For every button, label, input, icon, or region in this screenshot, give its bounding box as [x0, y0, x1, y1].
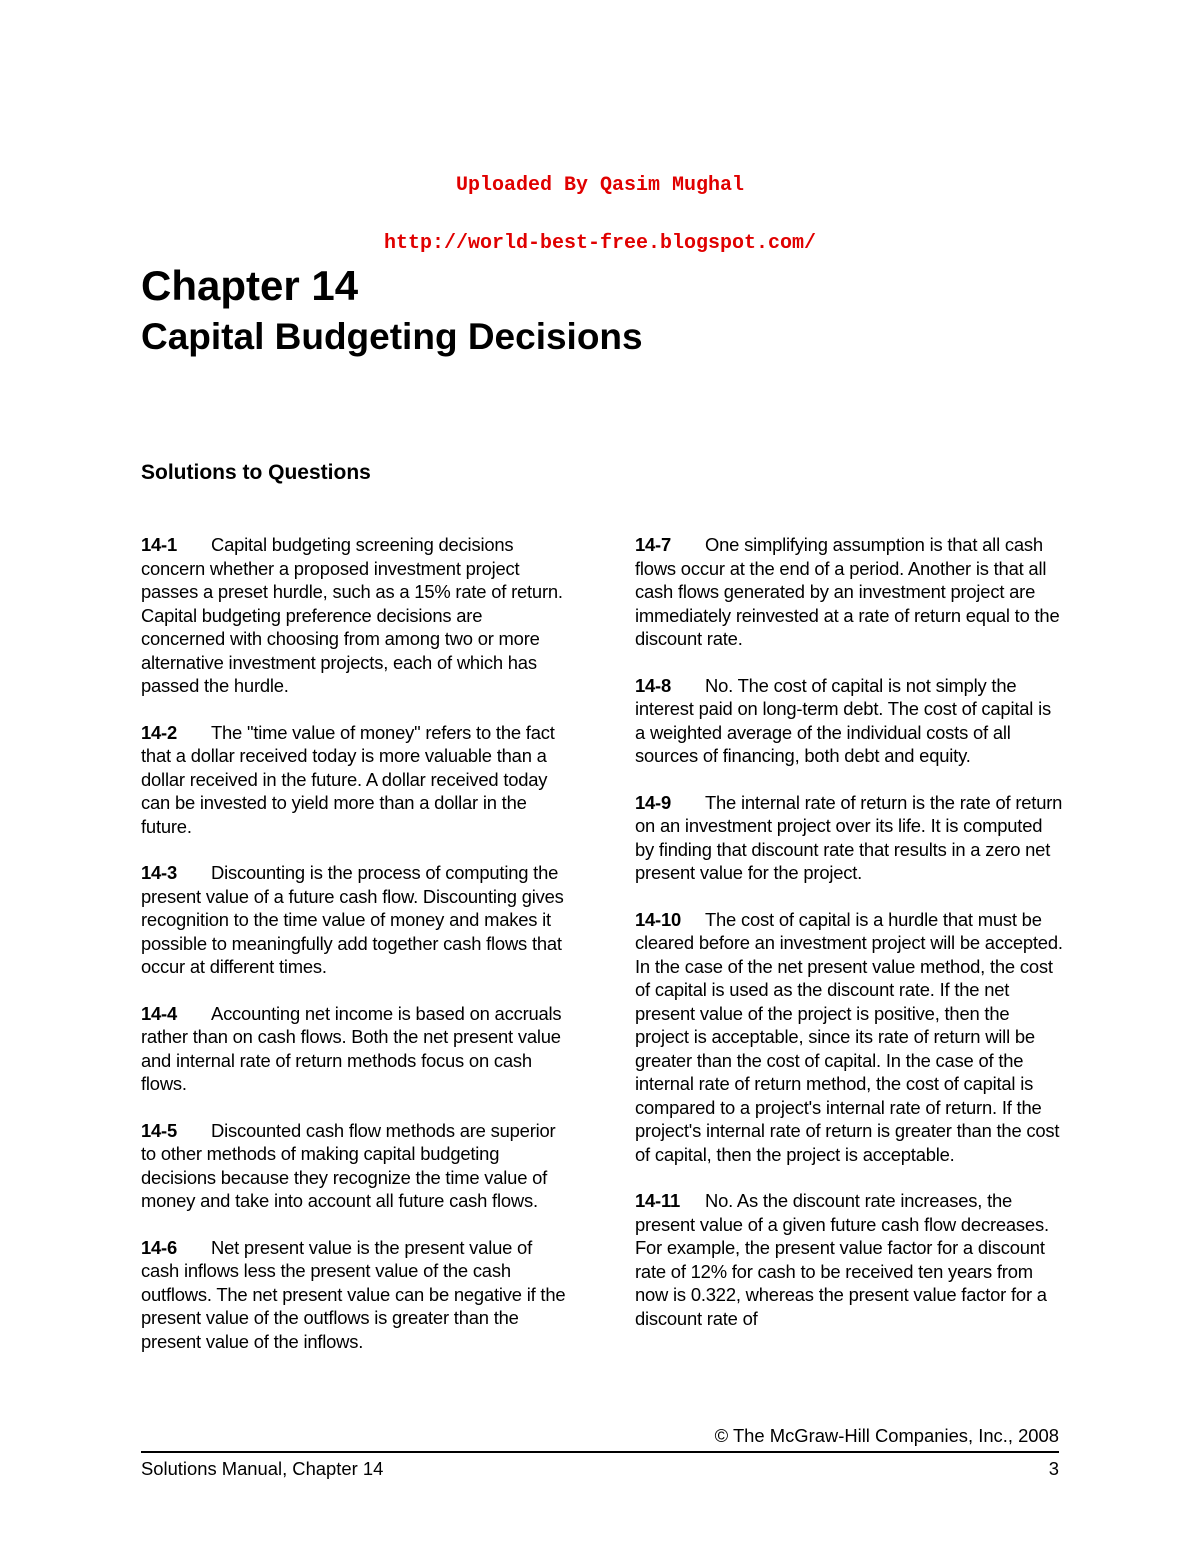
- question-number: 14-3: [141, 862, 178, 883]
- watermark-url: http://world-best-free.blogspot.com/: [383, 232, 817, 255]
- answer-14-4: [141, 1002, 571, 1096]
- answer-14-10: [635, 908, 1065, 1167]
- section-heading: Solutions to Questions: [141, 461, 371, 484]
- answer-14-11: [635, 1189, 1065, 1330]
- answer-text: The internal rate of return is the rate of return on an investment project over its life. It is computed by finding that discount rate that results in a zero net present value for the project.: [635, 791, 1063, 883]
- footer-manual-title: Solutions Manual, Chapter 14: [141, 1458, 384, 1479]
- footer-divider: [141, 1451, 1059, 1453]
- answer-14-1: [141, 533, 571, 698]
- answer-text: Discounting is the process of computing the present value of a future cash flow. Discounting gives recognition to the time value of money and makes it possible to meaningfully add together cash flows that occur at different times.: [141, 862, 564, 977]
- answer-text: The "time value of money" refers to the fact that a dollar received today is more valuable than a dollar received in the future. A dollar received today can be invested to yield more than a dollar in the future.: [141, 721, 555, 837]
- answer-14-3: [141, 861, 571, 979]
- chapter-title: Chapter 14: [141, 262, 359, 309]
- answer-text: The cost of capital is a hurdle that must be cleared before an investment project will be accepted. In the case of the net present value method, the cost of capital is used as the discount rate. If the net present value of the project is positive, then the project is acceptable, since its rate of return will be greater than the cost of capital. In the case of the internal rate of return method, the cost of capital is compared to a project's internal rate of return. If the project's internal rate of return is greater than the cost of capital, then the project is acceptable.: [635, 908, 1063, 1165]
- question-number: 14-9: [635, 791, 672, 813]
- answer-14-7: [635, 533, 1065, 651]
- question-number: 14-7: [635, 534, 672, 555]
- answer-14-9: [635, 791, 1065, 885]
- answer-text: Accounting net income is based on accruals rather than on cash flows. Both the net present value and internal rate of return methods focus on cash flows.: [141, 1002, 562, 1094]
- right-column: [635, 533, 1065, 1353]
- answer-14-6: [141, 1236, 571, 1354]
- answer-text: No. The cost of capital is not simply the interest paid on long-term debt. The cost of capital is a weighted average of the individual costs of all sources of financing, both debt and equity.: [635, 674, 1051, 766]
- question-number: 14-2: [141, 721, 178, 743]
- question-number: 14-4: [141, 1002, 178, 1024]
- answer-14-2: [141, 721, 571, 839]
- answer-text: One simplifying assumption is that all cash flows occur at the end of a period. Another is that all cash flows generated by an investment project are immediately reinvested at a rate of return equal to the discount rate.: [635, 534, 1060, 649]
- question-number: 14-5: [141, 1119, 178, 1141]
- answer-text: Net present value is the present value of cash inflows less the present value of the cash outflows. The net present value can be negative if the present value of the outflows is greater than the present value of the inflows.: [141, 1236, 566, 1352]
- question-number: 14-10: [635, 908, 682, 930]
- answer-text: Discounted cash flow methods are superior to other methods of making capital budgeting decisions because they recognize the time value of money and take into account all future cash flows.: [141, 1119, 556, 1211]
- left-column: [141, 533, 571, 1376]
- question-number: 14-1: [141, 534, 178, 555]
- answer-14-5: [141, 1119, 571, 1213]
- answer-text: Capital budgeting screening decisions concern whether a proposed investment project passes a preset hurdle, such as a 15% rate of return. Capital budgeting preference decisions are concerned with choosing from among two or more alternative investment projects, each of which has passed the hurdle.: [141, 534, 563, 696]
- copyright-notice: © The McGraw-Hill Companies, Inc., 2008: [714, 1425, 1059, 1446]
- question-number: 14-6: [141, 1236, 178, 1258]
- chapter-subtitle: Capital Budgeting Decisions: [141, 316, 643, 357]
- answer-14-8: [635, 674, 1065, 768]
- upload-watermark: Uploaded By Qasim Mughal: [455, 174, 745, 197]
- question-number: 14-8: [635, 674, 672, 696]
- page-number: 3: [1048, 1458, 1059, 1479]
- question-number: 14-11: [635, 1190, 681, 1211]
- answer-text: No. As the discount rate increases, the present value of a given future cash flow decreases. For example, the present value factor for a discount rate of 12% for cash to be received ten years from now is 0.322, whereas the present value factor for a discount rate of: [635, 1190, 1049, 1329]
